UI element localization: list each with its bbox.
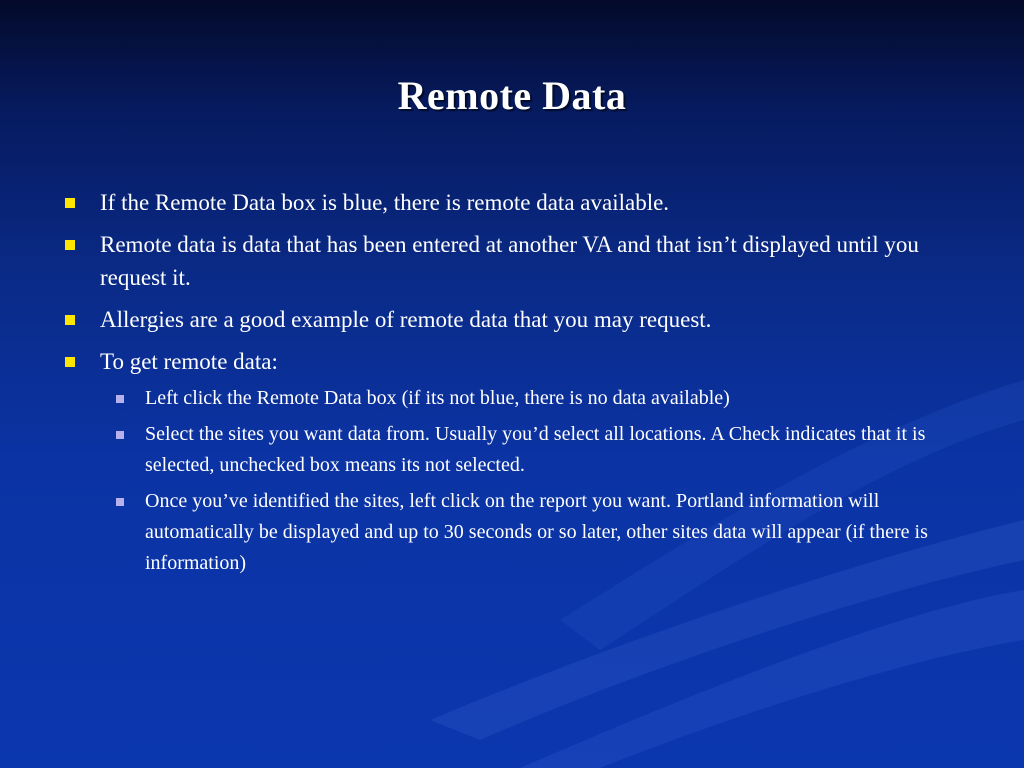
square-bullet-icon <box>65 357 75 367</box>
square-bullet-icon <box>65 240 75 250</box>
bullet-item <box>60 303 970 336</box>
small-square-bullet-icon <box>116 395 124 403</box>
bullet-item <box>60 186 970 219</box>
slide-title: Remote Data <box>397 73 627 118</box>
small-square-bullet-icon <box>116 498 124 506</box>
sub-bullet-item <box>105 486 970 579</box>
bullet-item <box>60 345 970 378</box>
bullet-text: If the Remote Data box is blue, there is remote data available. <box>100 190 670 215</box>
bullet-text: Remote data is data that has been entered at another VA and that isn’t displayed until you request it. <box>100 232 919 290</box>
bullet-text: Allergies are a good example of remote data that you may request. <box>100 307 712 332</box>
sub-bullet-item <box>105 383 970 414</box>
sub-bullet-text: Once you’ve identified the sites, left click on the report you want. Portland information will automatically be displayed and up to 30 seconds or so later, other sites data will appear (if there is information) <box>145 490 928 574</box>
bullet-text: To get remote data: <box>100 349 278 374</box>
small-square-bullet-icon <box>116 431 124 439</box>
slide-body <box>60 186 970 584</box>
sub-bullet-list <box>105 383 970 579</box>
sub-bullet-text: Left click the Remote Data box (if its not blue, there is no data available) <box>145 387 730 409</box>
bullet-item <box>60 228 970 294</box>
square-bullet-icon <box>65 198 75 208</box>
square-bullet-icon <box>65 315 75 325</box>
sub-bullet-text: Select the sites you want data from. Usually you’d select all locations. A Check indicates that it is selected, unchecked box means its not selected. <box>145 423 926 476</box>
sub-bullet-item <box>105 419 970 481</box>
